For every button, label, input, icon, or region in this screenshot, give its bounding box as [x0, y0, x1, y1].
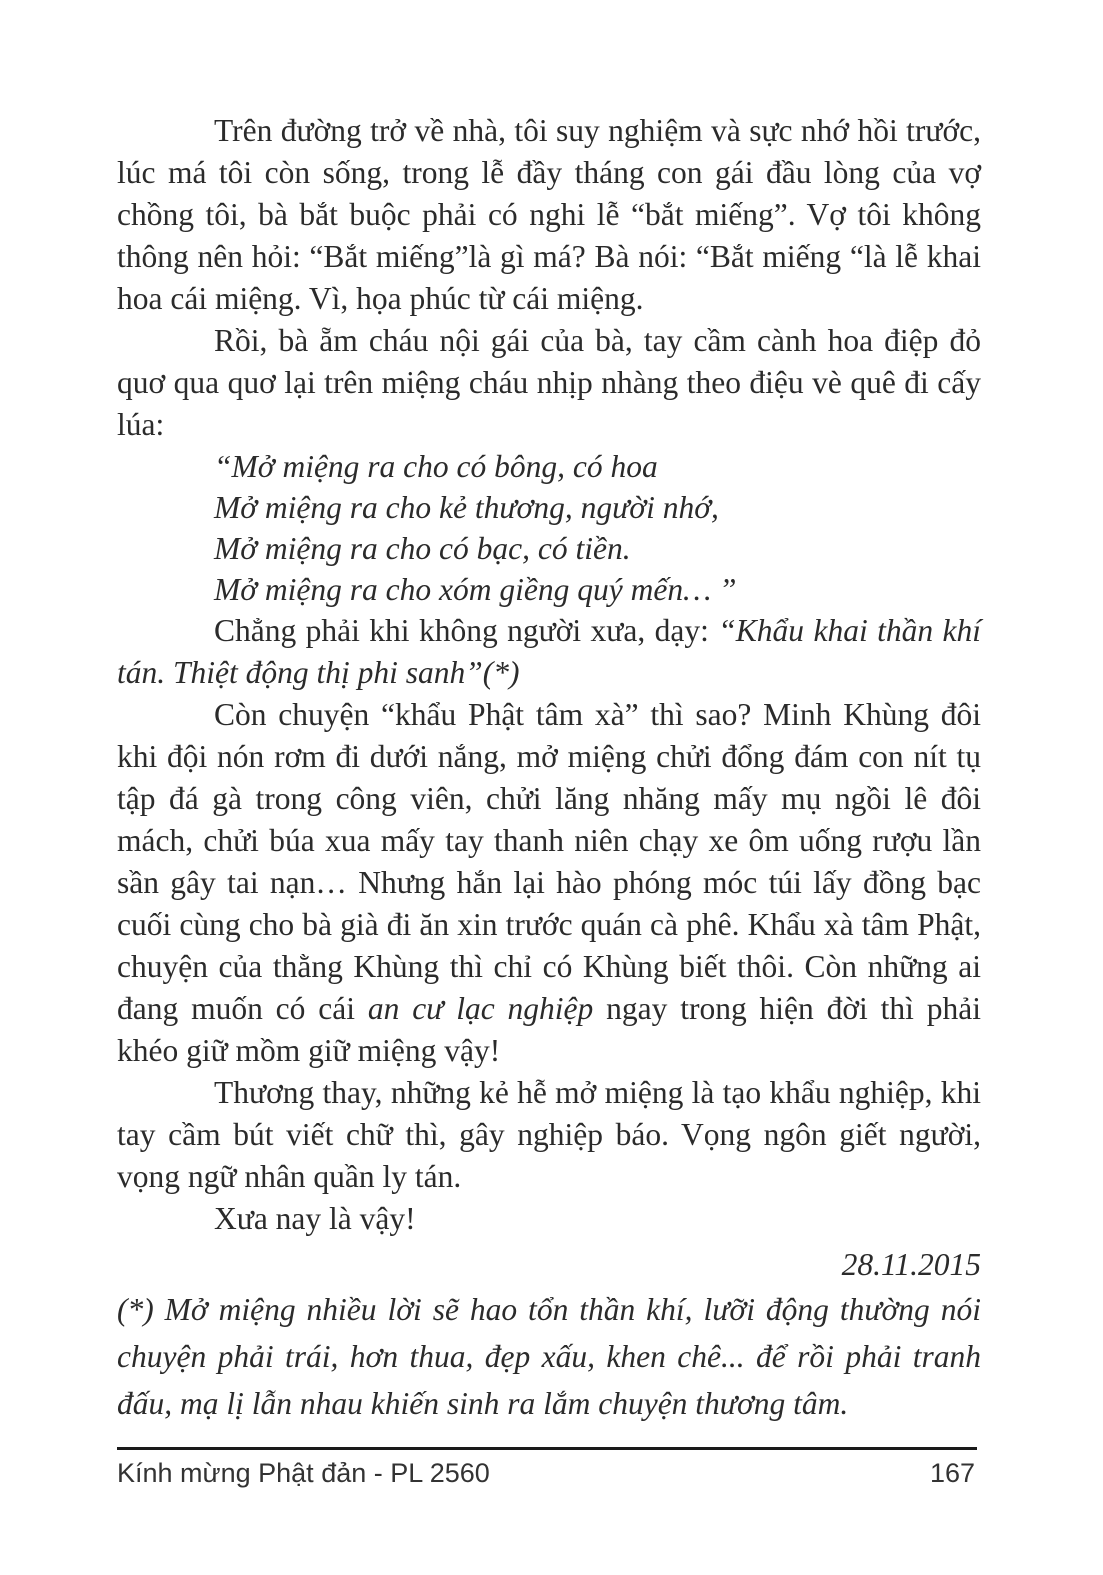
paragraph-5: Thương thay, những kẻ hễ mở miệng là tạo khẩu nghiệp, khi tay cầm bút viết chữ thì, gây nghiệp báo. Vọng ngôn giết người, vọng ngữ nhân quần ly tán.	[117, 1075, 981, 1194]
paragraph-3-text: Chẳng phải khi không người xưa, dạy:	[214, 613, 719, 648]
paragraph-4	[117, 694, 981, 1072]
paragraph-4-text-end: ngay trong hiện đời thì phải khéo giữ mồm giữ miệng vậy!	[117, 991, 981, 1068]
paragraph-3	[117, 610, 981, 694]
book-page	[117, 0, 981, 1575]
page-number: 167	[929, 1458, 975, 1488]
page-body	[117, 110, 981, 1427]
date-line: 28.11.2015	[841, 1247, 981, 1282]
verse-line: Mở miệng ra cho xóm giềng quý mến… ”	[214, 572, 737, 607]
paragraph-2: Rồi, bà ẵm cháu nội gái của bà, tay cầm cành hoa điệp đỏ quơ qua quơ lại trên miệng cháu nhịp nhàng theo điệu vè quê đi cấy lúa:	[117, 323, 981, 442]
verse-line: “Mở miệng ra cho có bông, có hoa	[214, 449, 658, 484]
verse-block	[117, 446, 981, 610]
paragraph-6: Xưa nay là vậy!	[214, 1201, 416, 1236]
paragraph-4-text-start: Còn chuyện “khẩu Phật tâm xà” thì sao? Minh Khùng đôi khi đội nón rơm đi dưới nắng, mở miệng chửi đổng đám con nít tụ tập đá gà trong công viên, chửi lăng nhăng mấy mụ ngồi lê đôi mách, chửi búa xua mấy tay thanh niên chạy xe ôm uống rượu lần sần gây tai nạn… Nhưng hắn lại hào phóng móc túi lấy đồng bạc cuối cùng cho bà già đi ăn xin trước quán cà phê. Khẩu xà tâm Phật, chuyện của thằng Khùng thì chỉ có Khùng biết thôi. Còn những ai đang muốn có cái	[117, 697, 981, 1026]
paragraph-1: Trên đường trở về nhà, tôi suy nghiệm và sực nhớ hồi trước, lúc má tôi còn sống, trong lễ đầy tháng con gái đầu lòng của vợ chồng tôi, bà bắt buộc phải có nghi lễ “bắt miếng”. Vợ tôi không thông nên hỏi: “Bắt miếng”là gì má? Bà nói: “Bắt miếng “là lễ khai hoa cái miệng. Vì, họa phúc từ cái miệng.	[117, 113, 981, 316]
footer-divider	[117, 1447, 977, 1450]
footer-title: Kính mừng Phật đản - PL 2560	[117, 1458, 490, 1488]
verse-line: Mở miệng ra cho kẻ thương, người nhớ,	[214, 490, 719, 525]
footnote: (*) Mở miệng nhiều lời sẽ hao tổn thần khí, lưỡi động thường nói chuyện phải trái, hơn thua, đẹp xấu, khen chê... để rồi phải tranh đấu, mạ lị lẫn nhau khiến sinh ra lắm chuyện thương tâm.	[117, 1292, 981, 1421]
emphasis-italic: an cư lạc nghiệp	[367, 991, 594, 1026]
quote-italic: “Khẩu khai thần khí tán. Thiệt động thị phi sanh”(*)	[117, 613, 981, 690]
verse-line: Mở miệng ra cho có bạc, có tiền.	[214, 531, 631, 566]
